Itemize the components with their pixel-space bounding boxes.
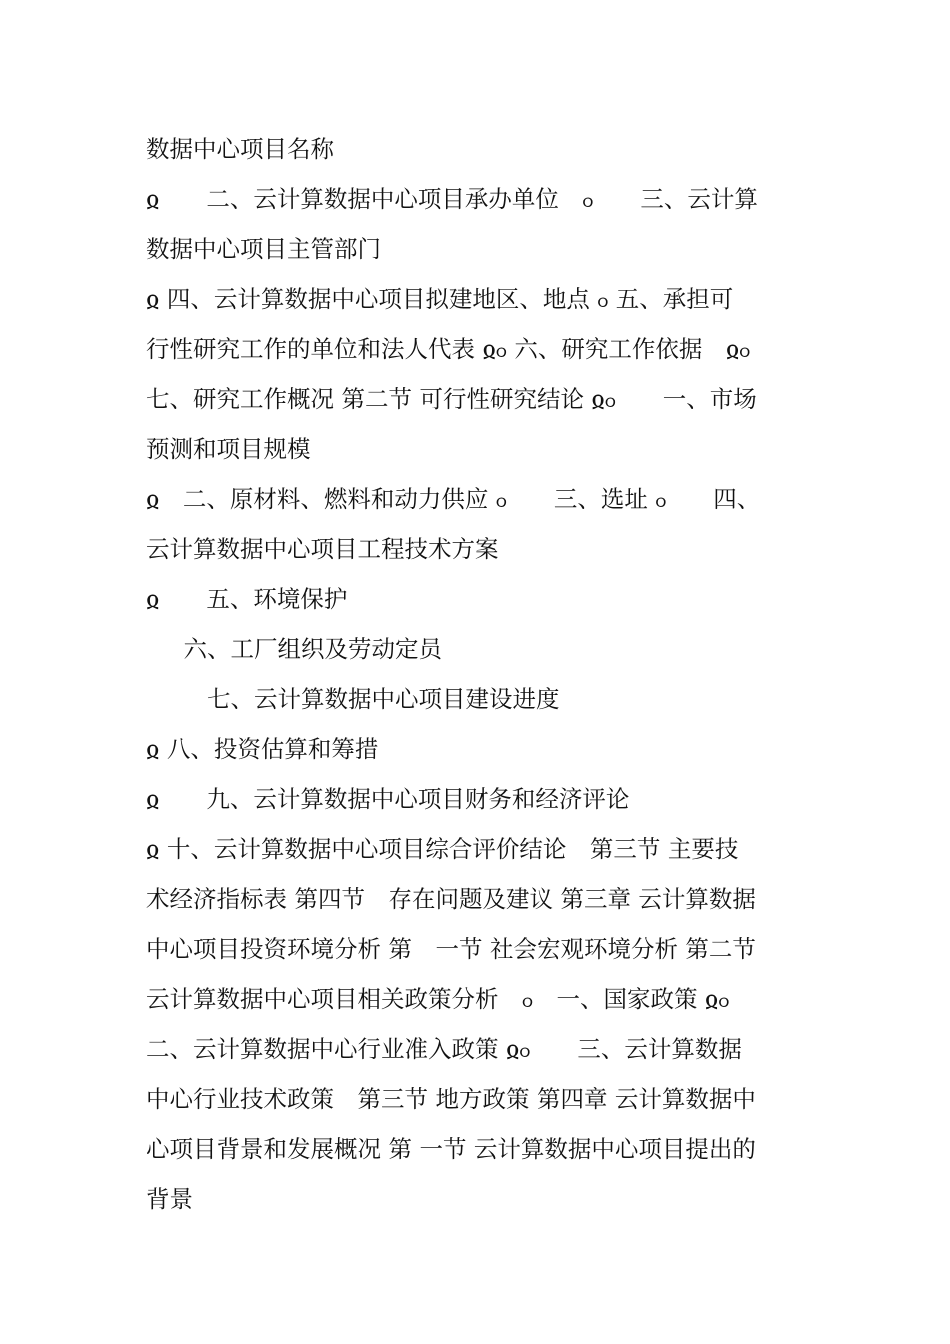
text-line: ჲ 十、云计算数据中心项目综合评价结论 第三节 主要技 bbox=[146, 835, 739, 863]
text-line: 中心项目投资环境分析 第 一节 社会宏观环境分析 第二节 bbox=[146, 935, 756, 963]
text-line: 二、云计算数据中心行业准入政策 ჲჿ 三、云计算数据 bbox=[146, 1035, 742, 1063]
text-line: 七、云计算数据中心项目建设进度 bbox=[160, 685, 560, 713]
text-line: ჲ 五、环境保护 bbox=[146, 585, 348, 613]
text-line: 七、研究工作概况 第二节 可行性研究结论 ჲჿ 一、市场 bbox=[146, 385, 757, 413]
text-line: 术经济指标表 第四节 存在问题及建议 第三章 云计算数据 bbox=[146, 885, 756, 913]
text-line: 云计算数据中心项目相关政策分析 ჿ 一、国家政策 ჲჿ bbox=[146, 985, 730, 1013]
text-line: ჲ 四、云计算数据中心项目拟建地区、地点 ჿ 五、承担可 bbox=[146, 285, 734, 313]
text-line: 心项目背景和发展概况 第 一节 云计算数据中心项目提出的 bbox=[146, 1135, 756, 1163]
text-line: ჲ 二、云计算数据中心项目承办单位 ჿ 三、云计算 bbox=[146, 185, 758, 213]
text-line: 云计算数据中心项目工程技术方案 bbox=[146, 535, 499, 563]
text-line: 行性研究工作的单位和法人代表 ჲჿ 六、研究工作依据 ჲჿ bbox=[146, 335, 751, 363]
text-line: 数据中心项目主管部门 bbox=[146, 235, 381, 263]
text-line: 六、工厂组织及劳动定员 bbox=[160, 635, 442, 663]
text-line: 中心行业技术政策 第三节 地方政策 第四章 云计算数据中 bbox=[146, 1085, 756, 1113]
text-line: ჲ 八、投资估算和筹措 bbox=[146, 735, 379, 763]
text-line: ჲ 九、云计算数据中心项目财务和经济评论 bbox=[146, 785, 630, 813]
text-line: 背景 bbox=[146, 1185, 193, 1213]
text-line: 数据中心项目名称 bbox=[146, 135, 334, 163]
text-line: 预测和项目规模 bbox=[146, 435, 311, 463]
text-line: ჲ 二、原材料、燃料和动力供应 ჿ 三、选址 ჿ 四、 bbox=[146, 485, 761, 513]
